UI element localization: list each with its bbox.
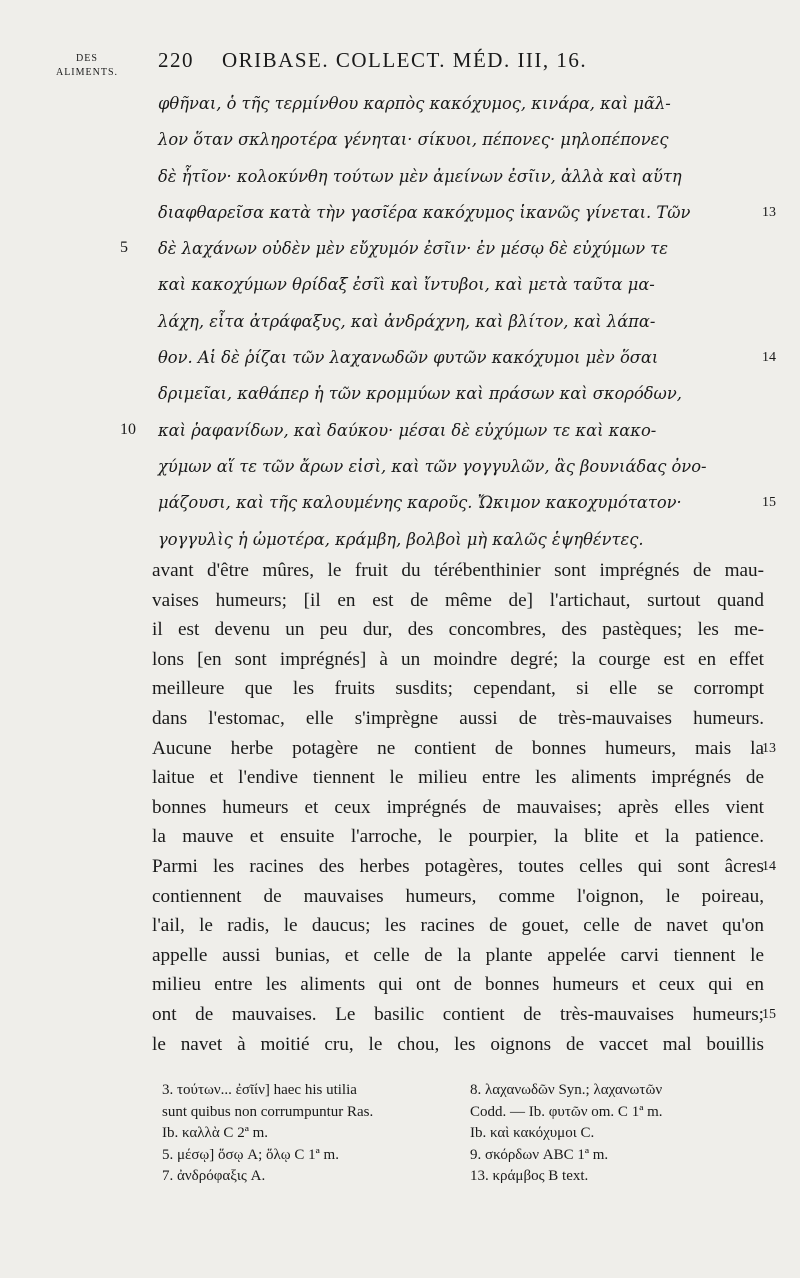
greek-line: καὶ ῥαφανίδων, καὶ δαύκου· μέσαι δὲ εὐχύμων τε καὶ κακο- — [158, 420, 657, 440]
footnote-line: 13. κράμβος B text. — [470, 1168, 589, 1185]
greek-line-number: 5 — [120, 239, 128, 257]
french-line: ont de mauvaises. Le basilic contient de très-mauvaises humeurs; — [152, 1003, 764, 1025]
footnote-line: 3. τούτων... ἐσῖίν] haec his utilia — [162, 1082, 357, 1098]
side-heading-line-1: DES — [76, 53, 98, 64]
french-line: le navet à moitié cru, le chou, les oignons de vaccet mal bouillis — [152, 1033, 764, 1055]
greek-line: δὲ λαχάνων οὐδὲν μὲν εὔχυμόν ἐσῖιν· ἐν μέσῳ δὲ εὐχύμων τε — [158, 239, 669, 259]
running-title: ORIBASE. COLLECT. MÉD. III, 16. — [222, 48, 588, 72]
french-line: contiennent de mauvaises humeurs, comme l'oignon, le poireau, — [152, 885, 764, 907]
french-line: meilleure que les fruits susdits; cependant, si elle se corrompt — [152, 678, 764, 700]
footnote-line: Codd. — Ib. φυτῶν om. C 1ª m. — [470, 1103, 663, 1120]
french-line: avant d'être mûres, le fruit du térébenthinier sont imprégnés de mau- — [152, 560, 764, 581]
french-line: dans l'estomac, elle s'imprègne aussi de très-mauvaises humeurs. — [152, 707, 764, 729]
french-line: Aucune herbe potagère ne contient de bonnes humeurs, mais la — [152, 737, 764, 759]
greek-line: δὲ ἧτῖον· κολοκύνθη τούτων μὲν ἀμείνων ἐσῖιν, ἀλλὰ καὶ αὕτη — [158, 166, 682, 186]
french-line: bonnes humeurs et ceux imprégnés de mauvaises; après elles vient — [152, 796, 764, 818]
footnote-line: sunt quibus non corrumpuntur Ras. — [162, 1103, 374, 1120]
footnotes-left — [162, 1080, 462, 1188]
greek-line: καὶ κακοχύμων θρίδαξ ἐσῖὶ καὶ ἴντυβοι, καὶ μετὰ ταῦτα μα- — [158, 275, 655, 295]
footnote-line: 7. ἀνδρόφαξις A. — [162, 1168, 266, 1185]
french-translation — [152, 556, 764, 1059]
french-line: Parmi les racines des herbes potagères, toutes celles qui sont âcres — [152, 855, 764, 877]
greek-section-number: 14 — [762, 350, 776, 366]
french-line: appelle aussi bunias, et celle de la plante appelée carvi tiennent le — [152, 944, 764, 966]
greek-line: δριμεῖαι, καθάπερ ἡ τῶν κρομμύων καὶ πράσων καὶ σκορόδων, — [158, 384, 682, 404]
greek-line: λάχη, εἶτα ἀτράφαξυς, καὶ ἀνδράχνη, καὶ βλίτον, καὶ λάπα- — [158, 311, 656, 331]
french-line: il est devenu un peu dur, des concombres, des pastèques; les me- — [152, 619, 764, 641]
french-section-number: 15 — [762, 1007, 776, 1022]
footnote-line: Ib. καλλὰ C 2ª m. — [162, 1125, 268, 1142]
greek-line: φθῆναι, ὁ τῆς τερμίνθου καρπὸς κακόχυμος, κινάρα, καὶ μᾶλ- — [158, 94, 671, 113]
greek-section-number: 15 — [762, 495, 776, 511]
footnote-line: Ib. καὶ κακόχυμοι C. — [470, 1125, 595, 1142]
side-heading — [52, 52, 122, 80]
french-line: lons [en sont imprégnés] à un moindre degré; la courge est en effet — [152, 648, 764, 670]
french-line: milieu entre les aliments qui ont de bonnes humeurs et ceux qui en — [152, 974, 764, 996]
greek-text — [158, 86, 768, 558]
greek-line: χύμων αἵ τε τῶν ἄρων εἰσὶ, καὶ τῶν γογγυλῶν, ἃς βουνιάδας ὀνο- — [158, 456, 707, 476]
footnote-line: 5. μέσῳ] ὅσῳ A; ὅλῳ C 1ª m. — [162, 1146, 339, 1163]
greek-line: διαφθαρεῖσα κατὰ τὴν γασῖέρα κακόχυμος ἱκανῶς γίνεται. Τῶν — [158, 202, 691, 222]
side-heading-line-2: ALIMENTS. — [55, 67, 119, 78]
french-line: la mauve et ensuite l'arroche, le pourpier, la blite et la patience. — [152, 826, 764, 848]
french-line: l'ail, le radis, le daucus; les racines de gouet, celle de navet qu'on — [152, 915, 764, 937]
greek-line: θον. Αἱ δὲ ῥίζαι τῶν λαχανωδῶν φυτῶν κακόχυμοι μὲν ὅσαι — [158, 348, 659, 368]
footnote-line: 9. σκόρδων ABC 1ª m. — [470, 1146, 609, 1163]
french-section-number: 13 — [762, 740, 776, 756]
greek-line: γογγυλὶς ἡ ὠμοτέρα, κράμβη, βολβοὶ μὴ καλῶς ἑψηθέντες. — [158, 529, 644, 549]
running-head — [158, 48, 758, 73]
french-section-number: 14 — [762, 859, 776, 874]
greek-line-number: 10 — [120, 420, 136, 438]
greek-line: λον ὅταν σκληροτέρα γένηται· σίκυοι, πέπονες· μηλοπέπονες — [158, 130, 669, 150]
greek-section-number: 13 — [762, 204, 776, 220]
footnote-line: 8. λαχανωδῶν Syn.; λαχανωτῶν — [470, 1082, 663, 1098]
page-number: 220 — [158, 48, 194, 72]
french-line: laitue et l'endive tiennent le milieu entre les aliments imprégnés de — [152, 767, 764, 789]
french-line: vaises humeurs; [il en est de même de] l'artichaut, surtout quand — [152, 589, 764, 611]
footnotes-right — [470, 1080, 770, 1188]
greek-line: μάζουσι, καὶ τῆς καλουμένης καροῦς. Ὤκιμον κακοχυμότατον· — [158, 493, 682, 513]
